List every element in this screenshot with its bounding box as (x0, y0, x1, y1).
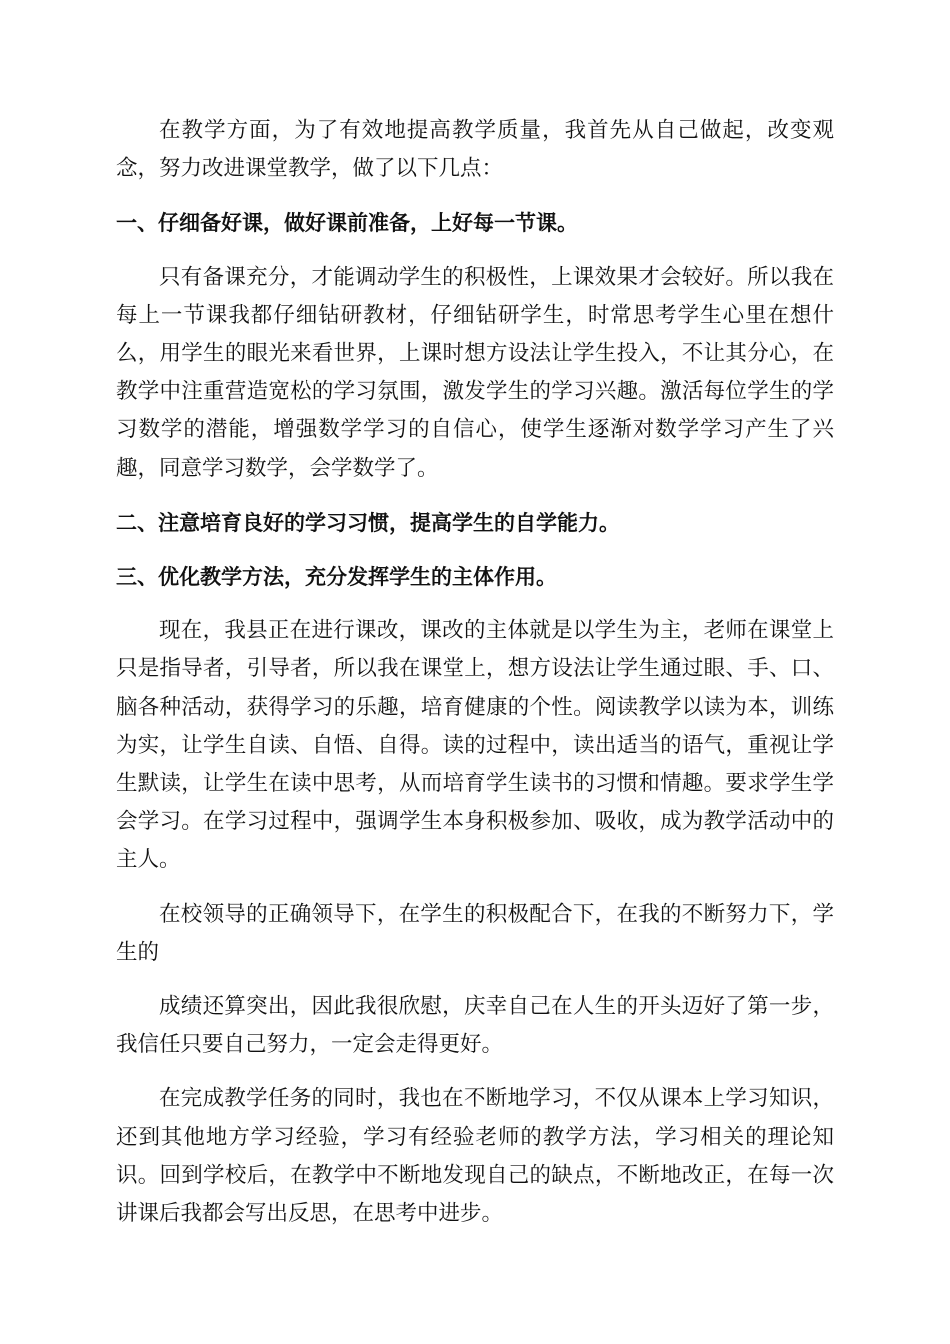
paragraph-continuous-learning: 在完成教学任务的同时，我也在不断地学习，不仅从课本上学习知识，还到其他地方学习经验，学习有经验老师的教学方法，学习相关的理论知识。回到学校后，在教学中不断地发现自己的缺点，不断地改正，在每一次讲课后我都会写出反思，在思考中进步。 (116, 1086, 834, 1227)
heading-three: 三、优化教学方法，充分发挥学生的主体作用。 (116, 565, 557, 590)
paragraph-prepare-lessons: 只有备课充分，才能调动学生的积极性，上课效果才会较好。所以我在每上一节课我都仔细钻研教材，仔细钻研学生，时常思考学生心里在想什么，用学生的眼光来看世界，上课时想方设法让学生投入，不让其分心，在教学中注重营造宽松的学习氛围，激发学生的学习兴趣。激活每位学生的学习数学的潜能，增强数学学习的自信心，使学生逐渐对数学学习产生了兴趣，同意学习数学，会学数学了。 (116, 264, 834, 481)
paragraph-curriculum-reform: 现在，我县正在进行课改，课改的主体就是以学生为主，老师在课堂上只是指导者，引导者，所以我在课堂上，想方设法让学生通过眼、手、口、脑各种活动，获得学习的乐趣，培育健康的个性。阅读教学以读为本，训练为实，让学生自读、自悟、自得。读的过程中，读出适当的语气，重视让学生默读，让学生在读中思考，从而培育学生读书的习惯和情趣。要求学生学会学习。在学习过程中，强调学生本身积极参加、吸收，成为教学活动中的主人。 (116, 618, 834, 873)
heading-one: 一、仔细备好课，做好课前准备，上好每一节课。 (116, 211, 578, 236)
document-body (116, 112, 834, 1233)
paragraph-intro: 在教学方面，为了有效地提高教学质量，我首先从自己做起，改变观念，努力改进课堂教学，做了以下几点： (116, 118, 834, 182)
heading-two: 二、注意培育良好的学习习惯，提高学生的自学能力。 (116, 510, 620, 535)
paragraph-results: 成绩还算突出，因此我很欣慰，庆幸自己在人生的开头迈好了第一步，我信任只要自己努力，一定会走得更好。 (116, 994, 834, 1058)
paragraph-leadership: 在校领导的正确领导下，在学生的积极配合下，在我的不断努力下，学生的 (116, 901, 834, 965)
